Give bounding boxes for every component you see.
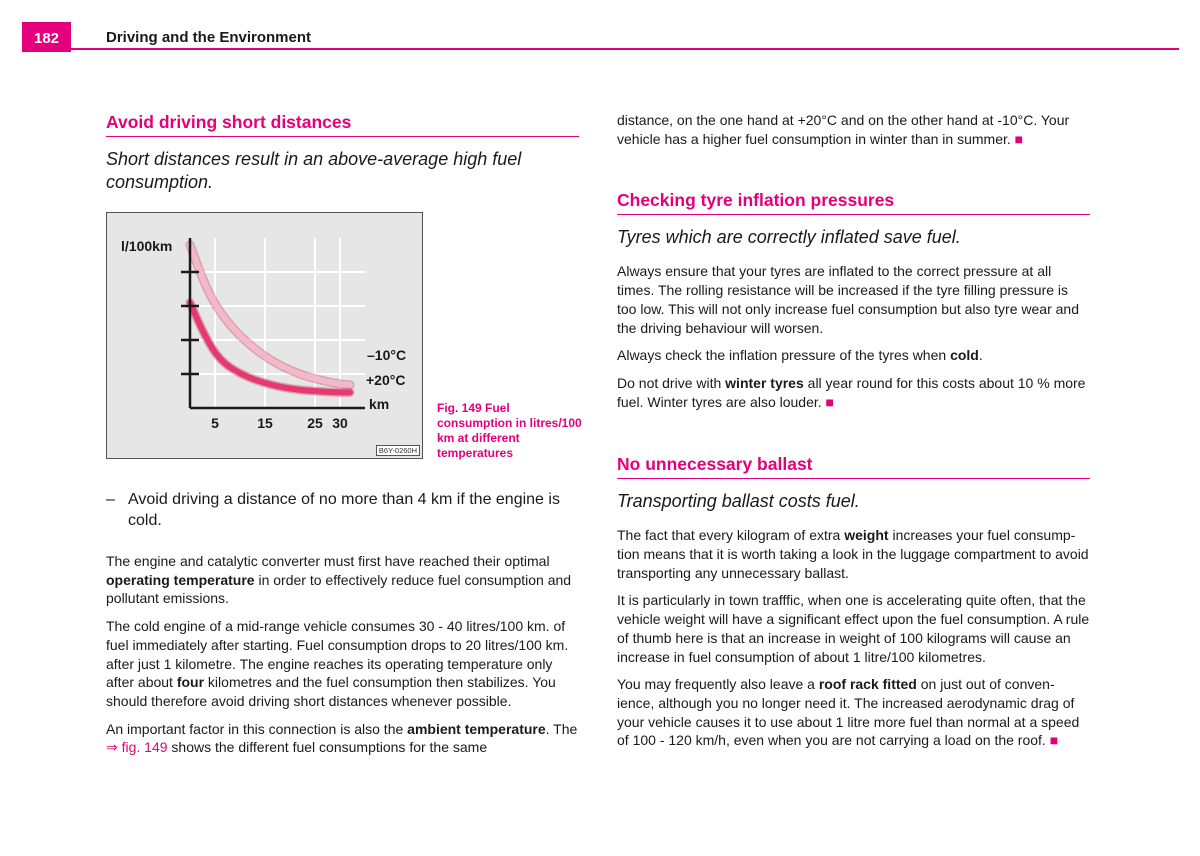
paragraph-ambient-temperature: An important factor in this connection is also the ambient temperature. The ⇒ fig. 149 shows the different fuel consumptions for the same bbox=[106, 720, 578, 756]
series-label-warm: +20°C bbox=[366, 372, 406, 388]
x-tick-label: 25 bbox=[307, 415, 323, 431]
paragraph-cold-engine: The cold engine of a mid-range vehicle consumes 30 - 40 litres/100 km. of fuel immediately after starting. Fuel consumption drops to 20 litres/100 km. after just 1 kilometre. The engine reaches its operating temperature only after about four kilometres and the fuel consumption then stabilizes. You should therefore avoid driving short distances whenever possible. bbox=[106, 618, 569, 709]
section-heading-tyres: Checking tyre inflation pressures bbox=[617, 190, 1090, 215]
bullet-item bbox=[106, 489, 579, 531]
bullet-text: Avoid driving a distance of no more than 4 km if the engine is cold. bbox=[128, 491, 560, 529]
x-tick-label: 30 bbox=[332, 415, 348, 431]
end-mark: ■ bbox=[1014, 130, 1024, 147]
paragraph-check-cold: Always check the inflation pressure of the tyres when cold. bbox=[617, 347, 983, 364]
x-axis-unit: km bbox=[369, 396, 390, 412]
lead-ballast: Transporting ballast costs fuel. bbox=[617, 491, 860, 512]
page-title: Driving and the Environment bbox=[106, 29, 312, 46]
x-tick-label: 5 bbox=[211, 415, 219, 431]
paragraph-tyre-pressure: Always ensure that your tyres are inflated to the correct pressure at all times. The rolling resistance will be increased if the tyre filling pressure is too low. This will not only increase fuel consumption but also tyre wear and the driving behaviour will worsen. bbox=[617, 263, 1079, 336]
right-column bbox=[617, 111, 1090, 750]
header-rule bbox=[71, 48, 1179, 50]
end-mark: ■ bbox=[825, 393, 835, 410]
page-number: 182 bbox=[22, 22, 71, 52]
paragraph-town-traffic: It is particularly in town trafffic, when one is accelerating quite often, that the vehicle weight will have a significant effect upon the fuel consumption. A rule of thumb here is that an increase in weight of 100 kilograms will cause an increase in fuel consumption of about 1 litre/100 kilometres. bbox=[617, 592, 1090, 665]
left-column-body bbox=[106, 489, 579, 757]
figure-code: B6Y-0260H bbox=[376, 445, 420, 456]
section-heading-short-distances: Avoid driving short distances bbox=[106, 112, 579, 137]
section-heading-ballast: No unnecessary ballast bbox=[617, 454, 1090, 479]
lead-short-distances: Short distances result in an above-average high fuel consumption. bbox=[106, 149, 522, 192]
paragraph-winter-tyres: Do not drive with winter tyres all year round for this costs about 10 % more fuel. Winter tyres are also louder. ■ bbox=[617, 374, 1086, 410]
series-label-cold: –10°C bbox=[367, 347, 407, 363]
figure-caption: Fig. 149 Fuel consumption in litres/100 km at different temperatures bbox=[437, 401, 582, 460]
left-column-top bbox=[106, 112, 579, 194]
paragraph-operating-temperature: The engine and catalytic converter must first have reached their optimal operating temperature in order to effectively reduce fuel consumption and pollutant emissions. bbox=[106, 553, 572, 607]
figure-149 bbox=[106, 212, 423, 459]
paragraph-weight: The fact that every kilogram of extra weight increases your fuel consump-tion means that it is worth taking a look in the luggage compartment to avoid transporting any unnecessary ballast. bbox=[617, 527, 1089, 581]
paragraph-continued: distance, on the one hand at +20°C and on the other hand at -10°C. Your vehicle has a higher fuel consumption in winter than in summer. ■ bbox=[617, 112, 1070, 147]
figure-link[interactable]: ⇒ fig. 149 bbox=[106, 739, 168, 756]
y-axis-label: l/100km bbox=[121, 238, 173, 254]
bullet-dash: – bbox=[106, 491, 115, 508]
fuel-consumption-chart bbox=[107, 213, 424, 460]
end-mark: ■ bbox=[1049, 732, 1059, 749]
x-tick-label: 15 bbox=[257, 415, 273, 431]
paragraph-roof-rack: You may frequently also leave a roof rack fitted on just out of conven-ience, although you no longer need it. The increased aerodynamic drag of your vehicle causes it to use about 1 litre more fuel than normal at a speed of 100 - 120 km/h, even when you are not carrying a load on the roof. ■ bbox=[617, 676, 1080, 749]
lead-tyres: Tyres which are correctly inflated save fuel. bbox=[617, 227, 961, 248]
